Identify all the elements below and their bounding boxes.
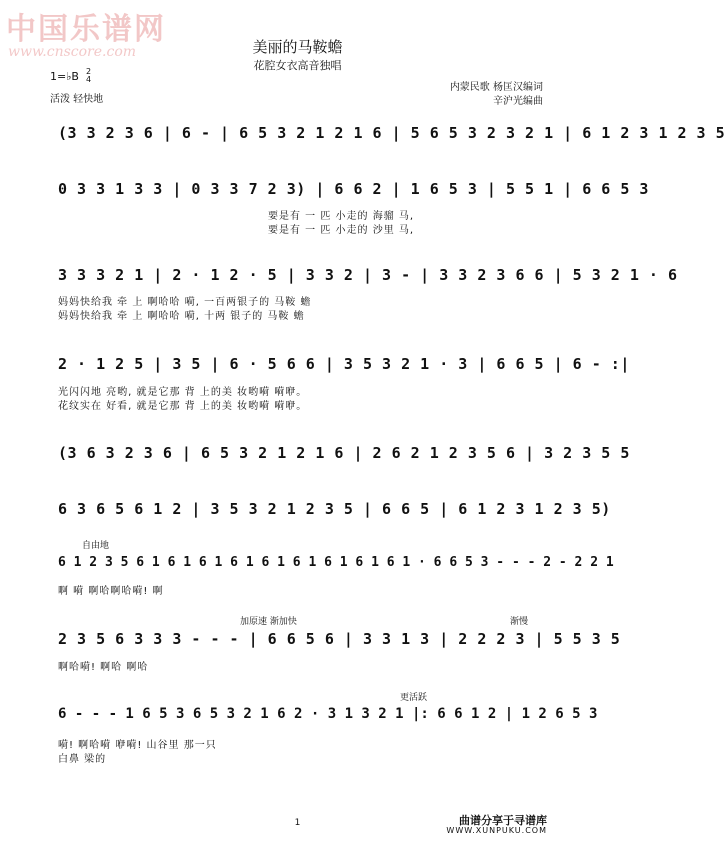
watermark-site-name: 中国乐谱网 xyxy=(6,12,166,47)
page-subtitle: 花腔女衣高音独唱 xyxy=(253,59,342,72)
score-row-6: 6 3 6 5 6 1 2 | 3 5 3 2 1 2 3 5 | 6 6 5 | 6 1 2 3 1 2 3 5) xyxy=(58,500,611,518)
lyrics-row-8: 啊哈嗬! 啊哈 啊哈 xyxy=(58,662,149,673)
tempo-marking: 活泼 轻快地 xyxy=(50,94,104,105)
meter-top: 2 xyxy=(86,67,92,76)
lyrics-row-9-verse-2: 白鼻 梁的 xyxy=(58,754,107,765)
score-row-1: (3 3 2 3 6 | 6 - | 6 5 3 2 1 2 1 6 | 5 6 5 3 2 3 2 1 | 6 1 2 3 1 2 3 5 xyxy=(58,124,725,142)
share-url: WWW.XUNPUKU.COM xyxy=(446,826,547,835)
lyrics-row-2-verse-2: 要是有 一 匹 小走的 沙里 马, xyxy=(268,225,415,236)
lyrics-row-4-verse-1: 光闪闪地 亮哟, 就是它那 背 上的美 妆哟嗬 嗬咿。 xyxy=(58,387,308,398)
direction-ritardando: 渐慢 xyxy=(510,617,529,627)
key-signature: 1=♭B xyxy=(50,70,79,83)
meter-bottom: 4 xyxy=(86,75,92,84)
credit-music: 辛沪光编曲 xyxy=(493,96,543,107)
score-row-2: 0 3 3 1 3 3 | 0 3 3 7 2 3) | 6 6 2 | 1 6 5 3 | 5 5 1 | 6 6 5 3 xyxy=(58,180,649,198)
direction-more-lively: 更活跃 xyxy=(400,693,428,703)
lyrics-row-3-verse-2: 妈妈快给我 牵 上 啊哈哈 嗬, 十两 银子的 马鞍 蟾 xyxy=(58,311,305,322)
direction-tempo-accelerando: 加原速 渐加快 xyxy=(240,617,297,627)
score-row-9: 6 - - - 1 6 5 3 6 5 3 2 1 6 2 · 3 1 3 2 1 |: 6 6 1 2 | 1 2 6 5 3 xyxy=(58,706,598,722)
lyrics-row-7: 啊 嗬 啊哈啊哈嗬! 啊 xyxy=(58,586,164,597)
score-row-4: 2 · 1 2 5 | 3 5 | 6 · 5 6 6 | 3 5 3 2 1 · 3 | 6 6 5 | 6 - :| xyxy=(58,355,630,373)
score-row-5: (3 6 3 2 3 6 | 6 5 3 2 1 2 1 6 | 2 6 2 1 2 3 5 6 | 3 2 3 5 5 xyxy=(58,444,630,462)
page-number: 1 xyxy=(294,818,301,828)
share-text: 曲谱分享于寻谱库 xyxy=(459,814,547,827)
lyrics-row-9-verse-1: 嗬! 啊哈嗬 咿嗬! 山谷里 那一只 xyxy=(58,740,217,751)
direction-free-tempo: 自由地 xyxy=(82,541,110,551)
page-title: 美丽的马鞍蟾 xyxy=(252,38,343,56)
score-row-8: 2 3 5 6 3 3 3 - - - | 6 6 5 6 | 3 3 1 3 | 2 2 2 3 | 5 5 3 5 xyxy=(58,630,621,648)
watermark-url: www.cnscore.com xyxy=(8,44,137,60)
credit-words: 内蒙民歌 杨匡汉编词 xyxy=(449,82,543,93)
lyrics-row-2-verse-1: 要是有 一 匹 小走的 海骝 马, xyxy=(268,211,415,222)
score-row-3: 3 3 3 2 1 | 2 · 1 2 · 5 | 3 3 2 | 3 - | 3 3 2 3 6 6 | 5 3 2 1 · 6 xyxy=(58,266,678,284)
lyrics-row-4-verse-2: 花纹实在 好看, 就是它那 背 上的美 妆哟嗬 嗬咿。 xyxy=(58,401,308,412)
time-signature xyxy=(86,68,91,84)
lyrics-row-3-verse-1: 妈妈快给我 牵 上 啊哈哈 嗬, 一百两银子的 马鞍 蟾 xyxy=(58,297,312,308)
score-row-7: 6 1 2 3 5 6 1 6 1 6 1 6 1 6 1 6 1 6 1 6 1 6 1 · 6 6 5 3 - - - 2 - 2 2 1 xyxy=(58,555,614,570)
